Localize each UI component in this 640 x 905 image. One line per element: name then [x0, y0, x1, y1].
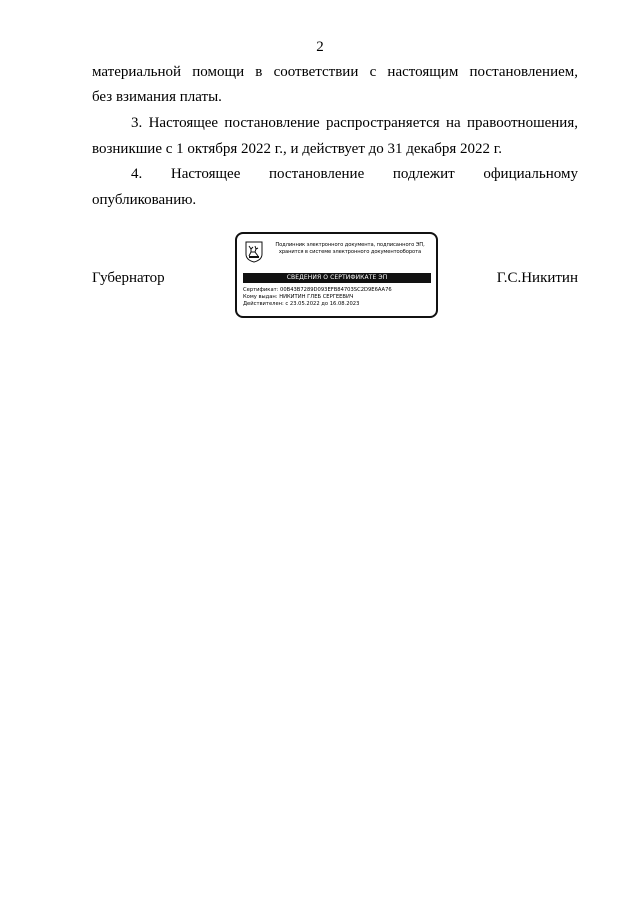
page-number: 2	[316, 39, 324, 55]
stamp-validity: Действителен: с 23.05.2022 до 16.08.2023	[243, 301, 360, 307]
signer-title: Губернатор	[92, 270, 165, 286]
stamp-certificate-bar: СВЕДЕНИЯ О СЕРТИФИКАТЕ ЭП	[243, 273, 431, 283]
paragraph-3-line-2: опубликованию.	[92, 192, 197, 208]
paragraph-1-line-2: без взимания платы.	[92, 89, 222, 105]
stamp-header-line-2: хранится в системе электронного документооборота	[278, 249, 422, 255]
electronic-signature-stamp	[235, 232, 438, 318]
paragraph-2-line-1: 3. Настоящее постановление распространяется на правоотношения,	[131, 115, 578, 131]
paragraph-3-line-1: 4. Настоящее постановление подлежит официальному	[131, 166, 578, 182]
document-body	[92, 62, 578, 212]
stamp-details	[243, 287, 433, 308]
stamp-certificate-number: Сертификат: 00B43B7289D093EFB84703SC2D9E6AA76	[243, 287, 392, 293]
stamp-header	[265, 242, 435, 256]
stamp-header-line-1: Подлинник электронного документа, подписанного ЭП,	[275, 242, 425, 248]
signer-name: Г.С.Никитин	[496, 270, 578, 286]
deer-emblem-icon	[245, 241, 263, 263]
paragraph-2-line-2: возникшие с 1 октября 2022 г., и действует до 31 декабря 2022 г.	[92, 141, 503, 157]
stamp-issued-to: Кому выдан: НИКИТИН ГЛЕБ СЕРГЕЕВИЧ	[243, 294, 354, 300]
paragraph-1-line-1: материальной помощи в соответствии с настоящим постановлением,	[92, 64, 578, 80]
